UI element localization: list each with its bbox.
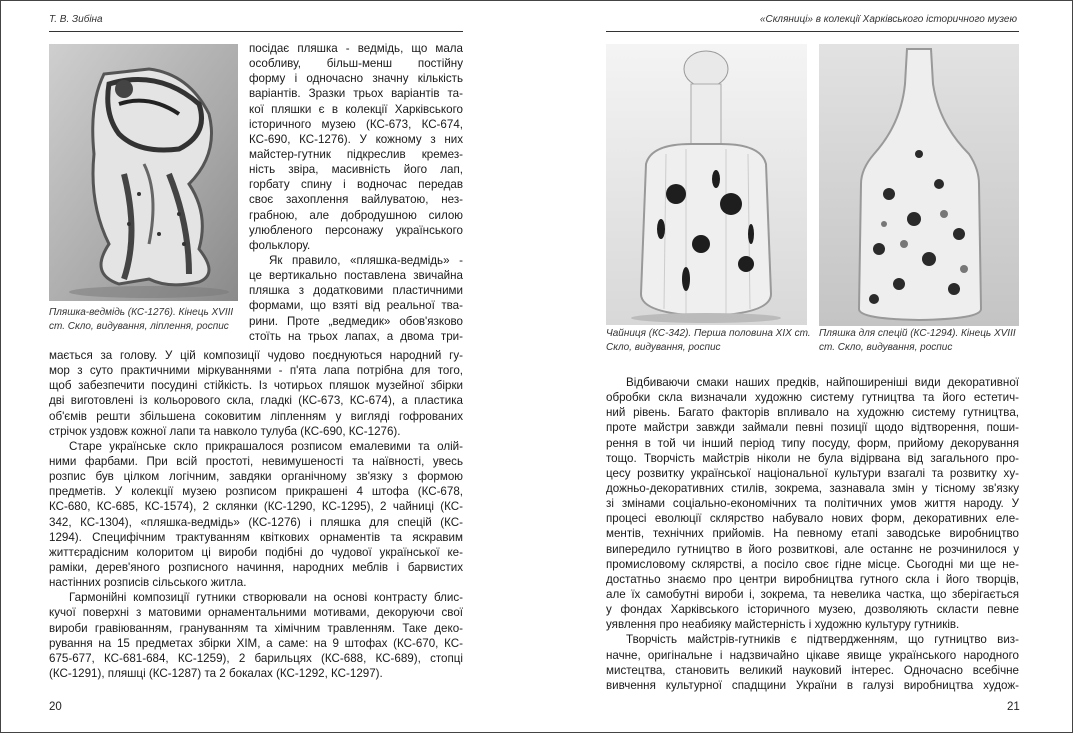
text-line: фольклору.	[249, 238, 311, 252]
text-line: (КС-1291), пляшці (КС-1287) та 2 бокалах (КС-1292, КС-1297).	[49, 666, 383, 680]
text-line: варіантів. Зразки трьох варіантів та-	[249, 87, 463, 101]
text-line: настінних розписів сільського житла.	[49, 576, 247, 590]
caption-line: ст. Скло, видування, роспис	[819, 342, 953, 353]
running-header-title: «Скляниці» в колекції Харківського історичного музею	[759, 14, 1017, 25]
caption-line: ст. Скло, видування, ліплення, роспис	[49, 321, 229, 332]
text-line: цесу розвитку української національної культури взагалі та розвитку ху-	[606, 466, 1019, 480]
text-line: зі змінами соціально-економічних та політичних умов життя народу. У	[606, 497, 1019, 511]
page-number-right: 21	[1007, 701, 1020, 713]
figure-caption-bear-bottle	[49, 306, 233, 334]
caption-line: Пляшка для спецій (КС-1294). Кінець XVIII	[819, 328, 1016, 339]
text-line: КС-680, КС-685, КС-1574), 2 склянки (КС-1290, КС-1295), 2 чайниці (КС-	[49, 500, 463, 514]
text-line: ність звіра, масивність його лап,	[249, 163, 463, 177]
text-line: мистецтва, становить великий науковий інтерес. Одночасно всебічне	[606, 663, 1019, 677]
text-line: формами, що взяті від реальної тва-	[249, 299, 463, 313]
text-line: КС-690, КС-1276). У кожному з них	[249, 132, 463, 146]
text-line: тощо. Творчість майстрів ніколи не була відірвана від загального про-	[606, 451, 1019, 465]
text-line: промисловому склярстві, а посіло своє гідне місце. Сьогодні ми ще не-	[606, 557, 1019, 571]
text-line: Творчість майстрів-гутників є підтвердженням, що гутництво виз-	[626, 633, 1019, 647]
text-line: форму і одночасно значну кількість	[249, 72, 463, 86]
text-line: історичного музею (КС-673, КС-674,	[249, 117, 463, 131]
text-line: об'ємів решти збільшена соковитим ліпленням у вигляді гофрованих	[49, 409, 463, 423]
text-line: 342, КС-1304), «пляшка-ведмідь» (КС-1276) і пляшка для спецій (КС-	[49, 515, 463, 529]
text-line: посідає пляшка - ведмідь, що мала	[249, 42, 463, 55]
text-line: кучої поверхні з матовими орнаментальними мотивами, декоруючи свої	[49, 606, 463, 620]
left-side-column-text	[249, 41, 463, 344]
text-line: предметів. У колекції музею розписом прикрашені 4 штофа (КС-678,	[49, 485, 463, 499]
text-line: проте майстри завжди займали певні позиції щодо відтворення, поши-	[606, 421, 1019, 435]
caption-line: Чайниця (КС-342). Перша половина XIX ст.	[606, 328, 811, 339]
page-number-left: 20	[49, 701, 62, 713]
text-line: вироби гравіюванням, грануванням та хімічним травленням. Таке деко-	[49, 621, 463, 635]
text-line: Як правило, «пляшка-ведмідь» -	[269, 253, 463, 267]
text-line: своє захоплення вайлуватою, нез-	[249, 193, 463, 207]
text-line: життєрадісним колоритом ці вироби подібні до чудової української ке-	[49, 545, 463, 559]
photo-bear-bottle	[49, 44, 238, 301]
right-body-text	[606, 375, 1019, 693]
text-line: але їх самобутні вироби і, зокрема, та невелика частка, що зберігається	[606, 587, 1019, 601]
text-line: розпис був цілком логічним, завдяки органічному зв'язку з формою	[49, 470, 463, 484]
header-rule	[606, 31, 1019, 32]
text-line: кої пляшки є в колекції Харківського	[249, 102, 463, 116]
text-line: щоб забезпечити посудині стійкість. Із чотирьох пляшок музейної збірки	[49, 379, 463, 393]
figure-caption-tea-caddy	[606, 327, 811, 355]
text-line: раміки, дерев'яного розписного начиння, народних меблів і барвистих	[49, 560, 463, 574]
text-line: достатньо знаємо про центри виробництва гутного скла і його творців,	[606, 572, 1019, 586]
left-full-width-text	[49, 348, 463, 681]
text-line: у фондах Харківського історичного музею, дозволяють скласти певне	[606, 603, 1019, 617]
text-line: уявлення про неабияку майстерність і художню культуру гутників.	[606, 618, 960, 632]
text-line: ментів, технічних прийомів. На певному етапі заводське виробництво	[606, 527, 1019, 541]
text-line: рування на 15 предметах збірки ХІМ, а саме: на 9 штофах (КС-670, КС-	[49, 636, 463, 650]
figure-caption-spice-bottle	[819, 327, 1016, 355]
text-line: ний рівень. Багато факторів впливало на художню систему гутництва,	[606, 406, 1019, 420]
text-line: стрічок уздовж кожної лапи та навколо тулуба (КС-690, КС-1276).	[49, 424, 401, 438]
text-line: горбату спину і водночас передав	[249, 178, 463, 192]
text-line: 675-677, КС-681-684, КС-1259), 2 барильцях (КС-688, КС-689), стопці	[49, 651, 463, 665]
text-line: ними фарбами. При всій простоті, невимушеності та наївності, увесь	[49, 454, 463, 468]
text-line: це вертикально поставлена звичайна	[249, 269, 463, 283]
text-line: процесі еволюції склярство набувало нових форм, декоративних еле-	[606, 512, 1019, 526]
caption-line: Пляшка-ведмідь (КС-1276). Кінець XVIII	[49, 307, 234, 318]
text-line: випередило гутництво в його розвиткові, але останнє не розчинилося у	[606, 542, 1019, 556]
text-line: 1294). Специфічним трактуванням квіткових орнаментів та яскравим	[49, 530, 463, 544]
photo-spice-bottle	[819, 44, 1019, 326]
text-line: рення в той чи інший період типу посуду, форм, прийому декорування	[606, 436, 1019, 450]
text-line: дожньо-декоративних стилів, зокрема, зазнавала змін у тісному зв'язку	[606, 481, 1019, 495]
text-line: пляшка з додатковими пластичними	[249, 284, 463, 298]
text-line: рини. Проте „ведмедик» обов'язково	[249, 314, 463, 328]
text-line: стоїть на трьох лапах, а двома три-	[249, 329, 463, 343]
text-line: Гармонійні композиції гутники створювали на основі контрасту блис-	[69, 591, 463, 605]
text-line: Старе українське скло прикрашалося розписом емалевими та олій-	[69, 439, 463, 453]
text-line: обробки скла визначали художню систему гутництва та його естетич-	[606, 391, 1019, 405]
photo-tea-caddy	[606, 44, 807, 325]
running-header-author: Т. В. Зибіна	[49, 14, 103, 25]
header-rule	[49, 31, 463, 32]
text-line: мор з суто практичними міркуваннями - п'ята лапа потрібна для того,	[49, 364, 463, 378]
text-line: Відбиваючи смаки наших предків, найпоширеніші види декоративної	[626, 376, 1019, 389]
text-line: дві виготовлені із кольорового скла, гладкі (КС-673, КС-674), а пластика	[49, 394, 463, 408]
text-line: грабною, але добродушною силою	[249, 208, 463, 222]
text-line: майстер-гутник підкреслив кремез-	[249, 147, 463, 161]
text-line: особливу, більш-менш постійну	[249, 57, 463, 71]
text-line: улюбленого персонажу українського	[249, 223, 463, 237]
text-line: начне, оригінальне і надзвичайно цікаве явище українського народного	[606, 648, 1019, 662]
text-line: мається за голову. У цій композиції чудово поєднуються народний гу-	[49, 349, 463, 362]
text-line: вивчення культурної спадщини України в галузі виробництва худож-	[606, 678, 1019, 692]
caption-line: Скло, видування, роспис	[606, 342, 721, 353]
